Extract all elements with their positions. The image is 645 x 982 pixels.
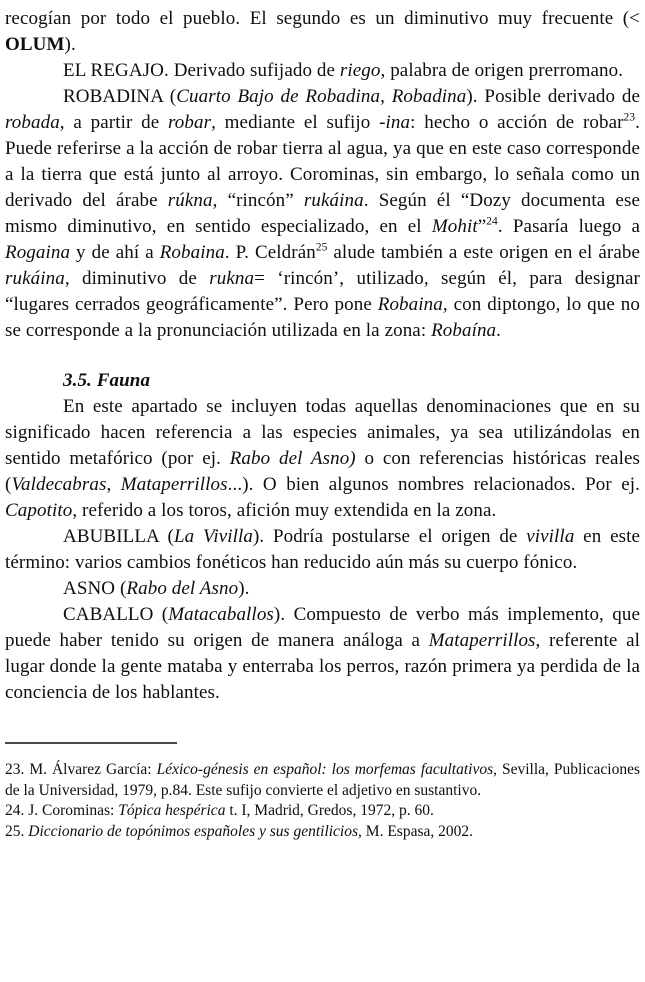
text-run: Valdecabras: [11, 474, 107, 495]
text-run: Cuarto Bajo de Robadina, Robadina: [176, 86, 467, 107]
paragraph: [5, 58, 640, 84]
paragraph: [5, 576, 640, 602]
text-run: Tópica hespérica: [118, 802, 226, 819]
text-run: Léxico-génesis en español: los morfemas facultativos: [156, 761, 494, 778]
footnote-ref: 23: [623, 111, 636, 124]
text-run: o con referencias históricas reales (: [5, 448, 640, 495]
text-run: EL REGAJO. Derivado sufijado de: [63, 60, 340, 81]
text-run: ”: [477, 216, 487, 237]
text-run: , M. Espasa, 2002.: [358, 822, 473, 840]
footnote-ref: 25: [315, 241, 328, 254]
text-run: recogían por todo el pueblo. El segundo es un diminutivo muy frecuente (<: [5, 8, 640, 29]
text-run: ). Compuesto de verbo más implemento, que puede haber tenido su origen de manera análoga a: [5, 604, 640, 651]
text-run: ABUBILLA (: [63, 526, 174, 547]
footnote: [5, 822, 640, 843]
text-run: ,: [106, 474, 121, 495]
text-run: Mataperrillos: [120, 474, 228, 495]
text-run: 25.: [5, 822, 29, 840]
text-run: rúkna: [167, 190, 213, 211]
text-run: 23. M. Álvarez García:: [5, 761, 157, 778]
paragraph: [5, 84, 640, 344]
text-run: . P. Celdrán: [224, 242, 316, 263]
footnote: [5, 760, 640, 801]
text-run: -ina: [379, 112, 411, 133]
paragraph: [5, 6, 640, 58]
text-run: = ‘rincón’, utilizado, según él, para designar “lugares cerrados geográficamente”. Pero pone: [5, 268, 640, 315]
text-run: Diccionario de topónimos españoles y sus gentilicios: [28, 822, 359, 840]
text-run: y de ahí a: [70, 242, 160, 263]
text-run: ).: [238, 578, 250, 599]
text-run: Rabo del Asno: [126, 578, 239, 599]
body-text: [5, 6, 640, 706]
text-run: Mohit: [431, 216, 478, 237]
text-run: rukna: [209, 268, 255, 289]
paragraph: [5, 602, 640, 706]
text-run: vivilla: [526, 526, 575, 547]
text-run: riego: [339, 60, 381, 81]
text-run: ). Podría postularse el origen de: [252, 526, 527, 547]
text-run: . Pasaría luego a: [497, 216, 640, 237]
text-run: ). Posible derivado de: [466, 86, 641, 107]
text-run: , “rincón”: [212, 190, 304, 211]
text-run: , con diptongo, lo que no se corresponde a la pronunciación utilizada en la zona:: [5, 294, 641, 341]
text-run: rukáina: [5, 268, 65, 289]
text-run: Robaina: [159, 242, 225, 263]
section-heading: [5, 368, 640, 394]
text-run: La Vivilla: [174, 526, 253, 547]
text-run: , referido a los toros, afición muy extendida en la zona.: [72, 500, 497, 521]
text-run: , palabra de origen prerromano.: [380, 60, 624, 81]
text-run: , Sevilla, Publicaciones de la Universidad, 1979, p.84. Este sufijo convierte el adjetivo en sustantivo.: [5, 761, 640, 799]
footnote-ref: 24: [486, 215, 498, 228]
text-run: , diminutivo de: [64, 268, 210, 289]
text-run: ROBADINA (: [63, 86, 177, 107]
text-run: robada: [5, 112, 60, 133]
text-run: , a partir de: [59, 112, 168, 133]
text-run: .: [496, 320, 502, 341]
text-run: , mediante el sufijo: [211, 112, 380, 133]
text-run: OLUM: [5, 34, 65, 55]
paragraph: [5, 394, 640, 524]
text-run: robar: [168, 112, 212, 133]
text-run: Rogaina: [5, 242, 71, 263]
text-run: , referente al lugar donde la gente mataba y enterraba los perros, razón primera ya perdida de la conciencia de los hablantes.: [5, 630, 641, 703]
text-run: ASNO (: [63, 578, 127, 599]
text-run: ...). O bien algunos nombres relacionados. Por ej.: [227, 474, 641, 495]
text-run: rukáina: [303, 190, 364, 211]
text-run: Robaina: [377, 294, 443, 315]
text-run: Rabo del Asno): [229, 448, 356, 469]
text-run: 24. J. Corominas:: [5, 802, 119, 819]
text-run: Robaína: [431, 320, 497, 341]
text-run: alude también a este origen en el árabe: [327, 242, 640, 263]
footnotes: [5, 760, 640, 842]
footnote: [5, 801, 640, 822]
text-run: . Puede referirse a la acción de robar tierra al agua, ya que en este caso corresponde a la tierra que está junto al arroyo. Corominas, sin embargo, lo señala como un derivado del árabe: [5, 112, 640, 211]
text-run: En este apartado se incluyen todas aquellas denominaciones que en su significado hacen referencia a las especies animales, ya sea utilizándolas en sentido metafórico (por ej.: [5, 396, 640, 469]
text-run: t. I, Madrid, Gredos, 1972, p. 60.: [225, 802, 434, 819]
footnote-separator: [5, 742, 177, 744]
text-run: Matacaballos: [168, 604, 274, 625]
text-run: . Según él “Dozy documenta ese mismo diminutivo, en sentido especializado, en el: [5, 190, 640, 237]
text-run: Mataperrillos: [428, 630, 536, 651]
text-run: ).: [64, 34, 76, 55]
text-run: CABALLO (: [63, 604, 169, 625]
text-run: : hecho o acción de robar: [410, 112, 624, 133]
text-run: en este término: varios cambios fonéticos han reducido aún más su cuerpo fónico.: [5, 526, 641, 573]
text-run: Capotito: [5, 500, 73, 521]
paragraph: [5, 524, 640, 576]
text-run: 3.5. Fauna: [63, 370, 151, 391]
